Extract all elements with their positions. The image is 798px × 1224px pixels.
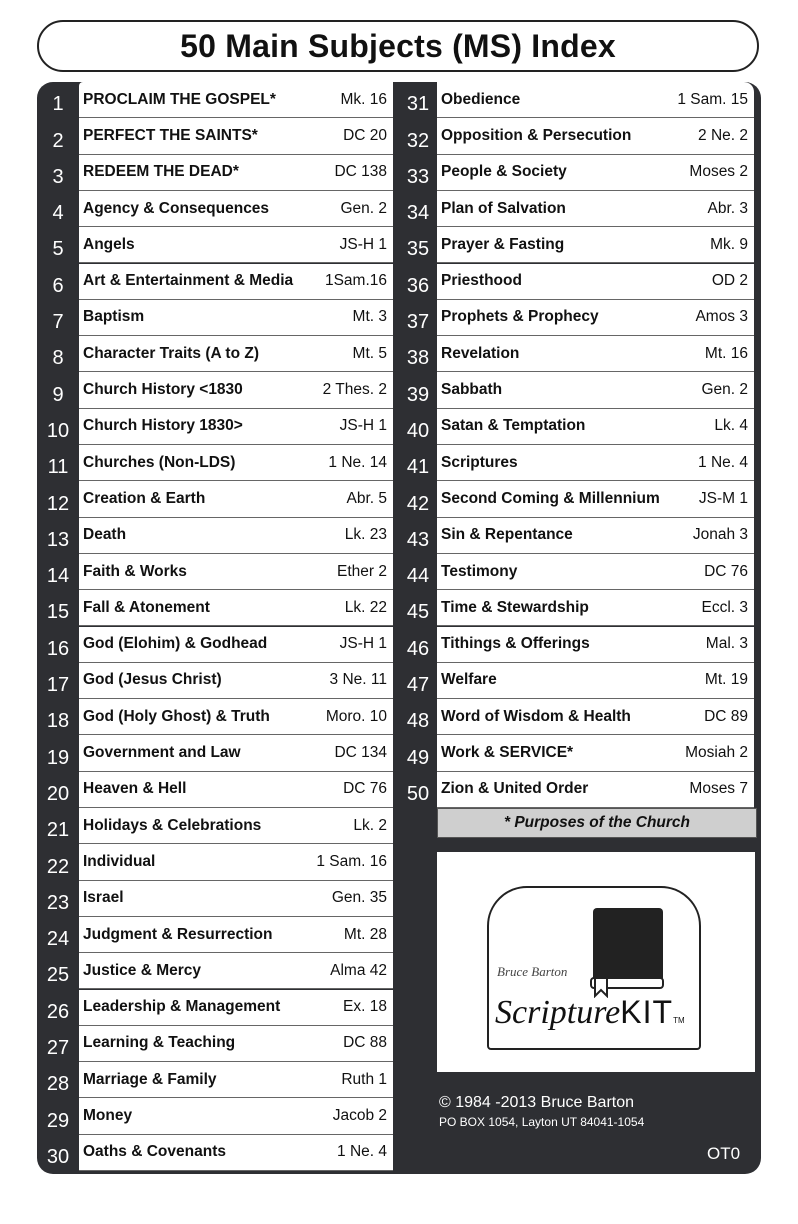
- subject-title: Time & Stewardship: [441, 598, 589, 616]
- subject-title: God (Jesus Christ): [83, 671, 222, 689]
- subject-cell: [437, 518, 754, 554]
- subject-number: 23: [46, 891, 70, 914]
- list-item: [397, 409, 757, 445]
- subject-reference: Mt. 19: [704, 671, 748, 689]
- subject-number: 3: [52, 165, 64, 188]
- subject-reference: Gen. 35: [331, 889, 387, 907]
- page-title: 50 Main Subjects (MS) Index: [180, 27, 616, 64]
- subject-title: Prophets & Prophecy: [441, 308, 599, 326]
- list-item: [397, 336, 757, 372]
- subject-reference: Lk. 23: [344, 526, 387, 544]
- subject-cell: [79, 699, 393, 735]
- subject-number: 1: [52, 93, 64, 116]
- logo-signature: Bruce Barton: [497, 964, 568, 979]
- subject-cell: [79, 118, 393, 154]
- subject-reference: 1 Sam. 15: [677, 90, 748, 108]
- subject-reference: Moses 2: [689, 163, 748, 181]
- subject-title: Welfare: [441, 671, 497, 689]
- list-item: [397, 699, 757, 735]
- subject-title: Tithings & Offerings: [441, 635, 590, 653]
- subject-title: PERFECT THE SAINTS*: [83, 126, 258, 144]
- subject-number: 18: [46, 710, 70, 733]
- subject-cell: [437, 735, 754, 771]
- subject-title: Creation & Earth: [83, 489, 206, 507]
- subject-title: Oaths & Covenants: [83, 1143, 226, 1161]
- subject-reference: Gen. 2: [701, 381, 748, 399]
- subject-cell: [437, 590, 754, 626]
- list-item: [397, 372, 757, 408]
- subject-title: Leadership & Management: [83, 998, 281, 1016]
- list-item: [397, 155, 757, 191]
- subject-number: 49: [406, 746, 430, 769]
- subject-title: Priesthood: [441, 272, 522, 290]
- subject-reference: Abr. 5: [346, 489, 387, 507]
- list-item: [37, 554, 397, 590]
- subject-reference: Mt. 16: [704, 344, 748, 362]
- list-item: [37, 663, 397, 699]
- list-item: [397, 481, 757, 517]
- subject-cell: [437, 82, 754, 118]
- list-item: [397, 554, 757, 590]
- subject-reference: JS-H 1: [339, 417, 387, 435]
- subject-title: Sabbath: [441, 381, 503, 399]
- subject-reference: Alma 42: [330, 961, 387, 979]
- subject-reference: 1Sam.16: [324, 272, 387, 290]
- list-item: [37, 844, 397, 880]
- list-item: [397, 735, 757, 771]
- subject-number: 6: [52, 274, 64, 297]
- subject-number: 14: [46, 565, 70, 588]
- subject-cell: [437, 372, 754, 408]
- subject-title: REDEEM THE DEAD*: [83, 163, 239, 181]
- subject-reference: 2 Ne. 2: [698, 126, 748, 144]
- subject-cell: [79, 372, 393, 408]
- subject-number: 41: [406, 456, 430, 479]
- subject-title: Heaven & Hell: [83, 780, 187, 798]
- subject-cell: [79, 772, 393, 808]
- list-item: [37, 1026, 397, 1062]
- subject-reference: 1 Ne. 4: [698, 453, 748, 471]
- subject-number: 36: [406, 274, 430, 297]
- subject-cell: [79, 663, 393, 699]
- subject-reference: DC 89: [704, 707, 748, 725]
- subject-title: Art & Entertainment & Media: [83, 272, 294, 290]
- subject-title: Character Traits (A to Z): [83, 344, 259, 362]
- list-item: [37, 1098, 397, 1134]
- subject-cell: [437, 627, 754, 663]
- subject-reference: Mt. 3: [352, 308, 387, 326]
- subject-title: Satan & Temptation: [441, 417, 586, 435]
- list-item: [37, 953, 397, 989]
- list-item: [37, 699, 397, 735]
- subject-cell: [437, 336, 754, 372]
- subject-number: 25: [46, 964, 70, 987]
- subject-cell: [437, 554, 754, 590]
- subject-number: 29: [46, 1109, 70, 1132]
- subject-reference: Moses 7: [689, 780, 748, 798]
- subject-number: 9: [52, 383, 64, 406]
- subject-title: Revelation: [441, 344, 520, 362]
- list-item: [397, 627, 757, 663]
- subject-cell: [79, 844, 393, 880]
- subject-title: People & Society: [441, 163, 567, 181]
- subject-number: 11: [47, 456, 69, 479]
- subject-cell: [79, 1062, 393, 1098]
- subject-cell: [437, 445, 754, 481]
- subject-number: 15: [46, 601, 70, 624]
- subject-title: Angels: [83, 235, 135, 253]
- list-item: [37, 481, 397, 517]
- list-item: [37, 227, 397, 263]
- address-text: PO BOX 1054, Layton UT 84041-1054: [439, 1115, 645, 1129]
- list-item: [37, 808, 397, 844]
- subject-number: 13: [46, 528, 70, 551]
- subject-number: 48: [406, 710, 430, 733]
- subject-title: Individual: [83, 852, 156, 870]
- subject-number: 34: [406, 202, 430, 225]
- subject-reference: 3 Ne. 11: [329, 671, 387, 689]
- subject-number: 16: [46, 637, 70, 660]
- list-item: [37, 590, 397, 626]
- subject-number: 19: [46, 746, 70, 769]
- list-item: [37, 155, 397, 191]
- subject-number: 21: [46, 819, 70, 842]
- subject-reference: 1 Sam. 16: [316, 852, 387, 870]
- subject-number: 38: [406, 347, 430, 370]
- subject-title: Justice & Mercy: [83, 961, 202, 979]
- subject-title: Money: [83, 1107, 133, 1125]
- subject-cell: [79, 82, 393, 118]
- subject-reference: Abr. 3: [707, 199, 748, 217]
- subject-reference: DC 88: [343, 1034, 387, 1052]
- list-item: [37, 1062, 397, 1098]
- list-item: [397, 772, 757, 808]
- subject-number: 10: [46, 419, 70, 442]
- purposes-note-text: * Purposes of the Church: [503, 814, 691, 831]
- list-item: [397, 227, 757, 263]
- subject-title: Plan of Salvation: [441, 199, 566, 217]
- subject-cell: [79, 300, 393, 336]
- index-panel: [37, 82, 761, 1174]
- list-item: [397, 191, 757, 227]
- subject-title: Sin & Repentance: [441, 526, 573, 544]
- subject-cell: [437, 155, 754, 191]
- subject-cell: [79, 264, 393, 300]
- list-item: [37, 336, 397, 372]
- list-item: [37, 372, 397, 408]
- subject-title: Faith & Works: [83, 562, 187, 580]
- scripturekit-logo: [437, 852, 755, 1072]
- subject-reference: DC 76: [343, 780, 387, 798]
- subject-reference: Mosiah 2: [685, 744, 748, 762]
- subject-cell: [437, 118, 754, 154]
- subject-title: Word of Wisdom & Health: [441, 707, 631, 725]
- subject-reference: Eccl. 3: [701, 598, 748, 616]
- list-item: [397, 264, 757, 300]
- subject-title: Second Coming & Millennium: [441, 489, 660, 507]
- subject-number: 47: [406, 674, 430, 697]
- logo-word-script: Scripture: [495, 994, 621, 1031]
- logo-wordmark: [495, 994, 685, 1032]
- subject-title: Work & SERVICE*: [441, 744, 574, 762]
- subject-reference: Mt. 28: [343, 925, 387, 943]
- subject-reference: Lk. 2: [353, 816, 387, 834]
- subject-cell: [79, 881, 393, 917]
- subject-number: 24: [46, 928, 70, 951]
- subject-reference: Ruth 1: [341, 1070, 387, 1088]
- subject-title: Obedience: [441, 90, 521, 108]
- subject-cell: [437, 772, 754, 808]
- subject-cell: [437, 699, 754, 735]
- subject-number: 2: [52, 129, 64, 152]
- list-item: [37, 118, 397, 154]
- subject-cell: [79, 554, 393, 590]
- subject-number: 17: [46, 674, 70, 697]
- subject-cell: [437, 264, 754, 300]
- subject-cell: [79, 409, 393, 445]
- subject-number: 35: [406, 238, 430, 261]
- subject-title: Israel: [83, 889, 124, 907]
- list-item: [397, 445, 757, 481]
- subject-title: Marriage & Family: [83, 1070, 217, 1088]
- subject-number: 30: [46, 1145, 70, 1168]
- subject-title: God (Holy Ghost) & Truth: [83, 707, 270, 725]
- subject-title: Testimony: [441, 562, 518, 580]
- subject-title: Judgment & Resurrection: [83, 925, 273, 943]
- list-item: [37, 264, 397, 300]
- list-item: [37, 735, 397, 771]
- subject-title: Scriptures: [441, 453, 518, 471]
- subject-reference: Mal. 3: [705, 635, 748, 653]
- list-item: [397, 82, 757, 118]
- list-item: [397, 300, 757, 336]
- subject-cell: [79, 336, 393, 372]
- subject-cell: [79, 518, 393, 554]
- subject-cell: [437, 300, 754, 336]
- list-item: [37, 990, 397, 1026]
- subject-reference: Ether 2: [337, 562, 387, 580]
- subject-cell: [437, 227, 754, 263]
- subject-number: 20: [46, 782, 70, 805]
- subject-number: 46: [406, 637, 430, 660]
- list-item: [37, 445, 397, 481]
- subject-cell: [79, 191, 393, 227]
- subject-reference: Amos 3: [695, 308, 748, 326]
- subject-reference: DC 134: [334, 744, 387, 762]
- subject-number: 37: [406, 311, 430, 334]
- subject-reference: DC 138: [334, 163, 387, 181]
- list-item: [37, 409, 397, 445]
- subject-title: Agency & Consequences: [83, 199, 270, 217]
- subject-cell: [79, 990, 393, 1026]
- subject-cell: [79, 1135, 393, 1171]
- subject-title: Churches (Non-LDS): [83, 453, 236, 471]
- subject-reference: Jacob 2: [332, 1107, 387, 1125]
- subject-number: 45: [406, 601, 430, 624]
- copyright-text: © 1984 -2013 Bruce Barton: [439, 1094, 635, 1111]
- book-icon: [585, 906, 669, 998]
- subject-title: Government and Law: [83, 744, 241, 762]
- subject-reference: DC 76: [704, 562, 748, 580]
- subject-reference: 1 Ne. 4: [337, 1143, 387, 1161]
- subject-reference: 1 Ne. 14: [328, 453, 387, 471]
- subject-number: 42: [406, 492, 430, 515]
- list-item: [397, 118, 757, 154]
- purposes-note: [437, 808, 757, 838]
- list-item: [37, 191, 397, 227]
- subject-number: 40: [406, 419, 430, 442]
- subject-reference: Mk. 16: [340, 90, 387, 108]
- subject-cell: [79, 808, 393, 844]
- subject-reference: JS-M 1: [698, 489, 748, 507]
- subject-cell: [437, 409, 754, 445]
- subject-cell: [79, 481, 393, 517]
- list-item: [37, 772, 397, 808]
- subject-title: Opposition & Persecution: [441, 126, 632, 144]
- subject-cell: [79, 1026, 393, 1062]
- subject-cell: [79, 227, 393, 263]
- subject-title: Church History <1830: [83, 381, 243, 399]
- subject-number: 28: [46, 1073, 70, 1096]
- list-item: [397, 590, 757, 626]
- subject-number: 39: [406, 383, 430, 406]
- list-item: [37, 1135, 397, 1171]
- page-title-box: [37, 20, 759, 72]
- subject-cell: [79, 627, 393, 663]
- subject-number: 22: [46, 855, 70, 878]
- subject-reference: Lk. 22: [344, 598, 387, 616]
- subject-reference: DC 20: [343, 126, 387, 144]
- subject-reference: Ex. 18: [343, 998, 387, 1016]
- logo-word-caps: KIT: [620, 994, 674, 1030]
- subject-number: 5: [52, 238, 64, 261]
- subject-number: 12: [46, 492, 70, 515]
- subject-title: PROCLAIM THE GOSPEL*: [83, 90, 276, 108]
- list-item: [37, 881, 397, 917]
- subject-reference: OD 2: [711, 272, 748, 290]
- subject-number: 4: [52, 202, 64, 225]
- list-item: [37, 82, 397, 118]
- subject-reference: JS-H 1: [339, 635, 387, 653]
- subject-reference: Gen. 2: [340, 199, 387, 217]
- subject-reference: Jonah 3: [692, 526, 748, 544]
- subject-reference: Lk. 4: [714, 417, 748, 435]
- subject-number: 32: [406, 129, 430, 152]
- subject-reference: JS-H 1: [339, 235, 387, 253]
- subject-title: Holidays & Celebrations: [83, 816, 262, 834]
- subject-number: 27: [46, 1037, 70, 1060]
- subject-title: Learning & Teaching: [83, 1034, 236, 1052]
- list-item: [37, 627, 397, 663]
- subject-title: Fall & Atonement: [83, 598, 210, 616]
- list-item: [397, 518, 757, 554]
- subject-number: 7: [52, 311, 64, 334]
- subject-title: Baptism: [83, 308, 145, 326]
- page-code: OT0: [707, 1144, 741, 1163]
- subject-title: Death: [83, 526, 127, 544]
- subject-number: 50: [406, 782, 430, 805]
- subject-cell: [79, 155, 393, 191]
- subject-number: 8: [52, 347, 64, 370]
- subject-reference: Mk. 9: [710, 235, 748, 253]
- list-item: [37, 917, 397, 953]
- subject-number: 33: [406, 165, 430, 188]
- subject-title: Church History 1830>: [83, 417, 243, 435]
- list-item: [397, 663, 757, 699]
- subject-title: Prayer & Fasting: [441, 235, 565, 253]
- subject-title: God (Elohim) & Godhead: [83, 635, 268, 653]
- subject-cell: [79, 590, 393, 626]
- subject-number: 31: [406, 93, 430, 116]
- subject-cell: [437, 481, 754, 517]
- subject-cell: [79, 917, 393, 953]
- logo-trademark: TM: [673, 1016, 685, 1025]
- list-item: [37, 518, 397, 554]
- subject-title: Zion & United Order: [441, 780, 589, 798]
- subject-reference: 2 Thes. 2: [322, 381, 387, 399]
- subject-reference: Mt. 5: [352, 344, 387, 362]
- subject-cell: [79, 1098, 393, 1134]
- subject-cell: [437, 191, 754, 227]
- subject-cell: [79, 953, 393, 989]
- subject-cell: [79, 445, 393, 481]
- subject-reference: Moro. 10: [325, 707, 387, 725]
- list-item: [37, 300, 397, 336]
- subject-number: 43: [406, 528, 430, 551]
- subject-cell: [437, 663, 754, 699]
- subject-number: 26: [46, 1000, 70, 1023]
- subject-number: 44: [406, 565, 430, 588]
- subject-cell: [79, 735, 393, 771]
